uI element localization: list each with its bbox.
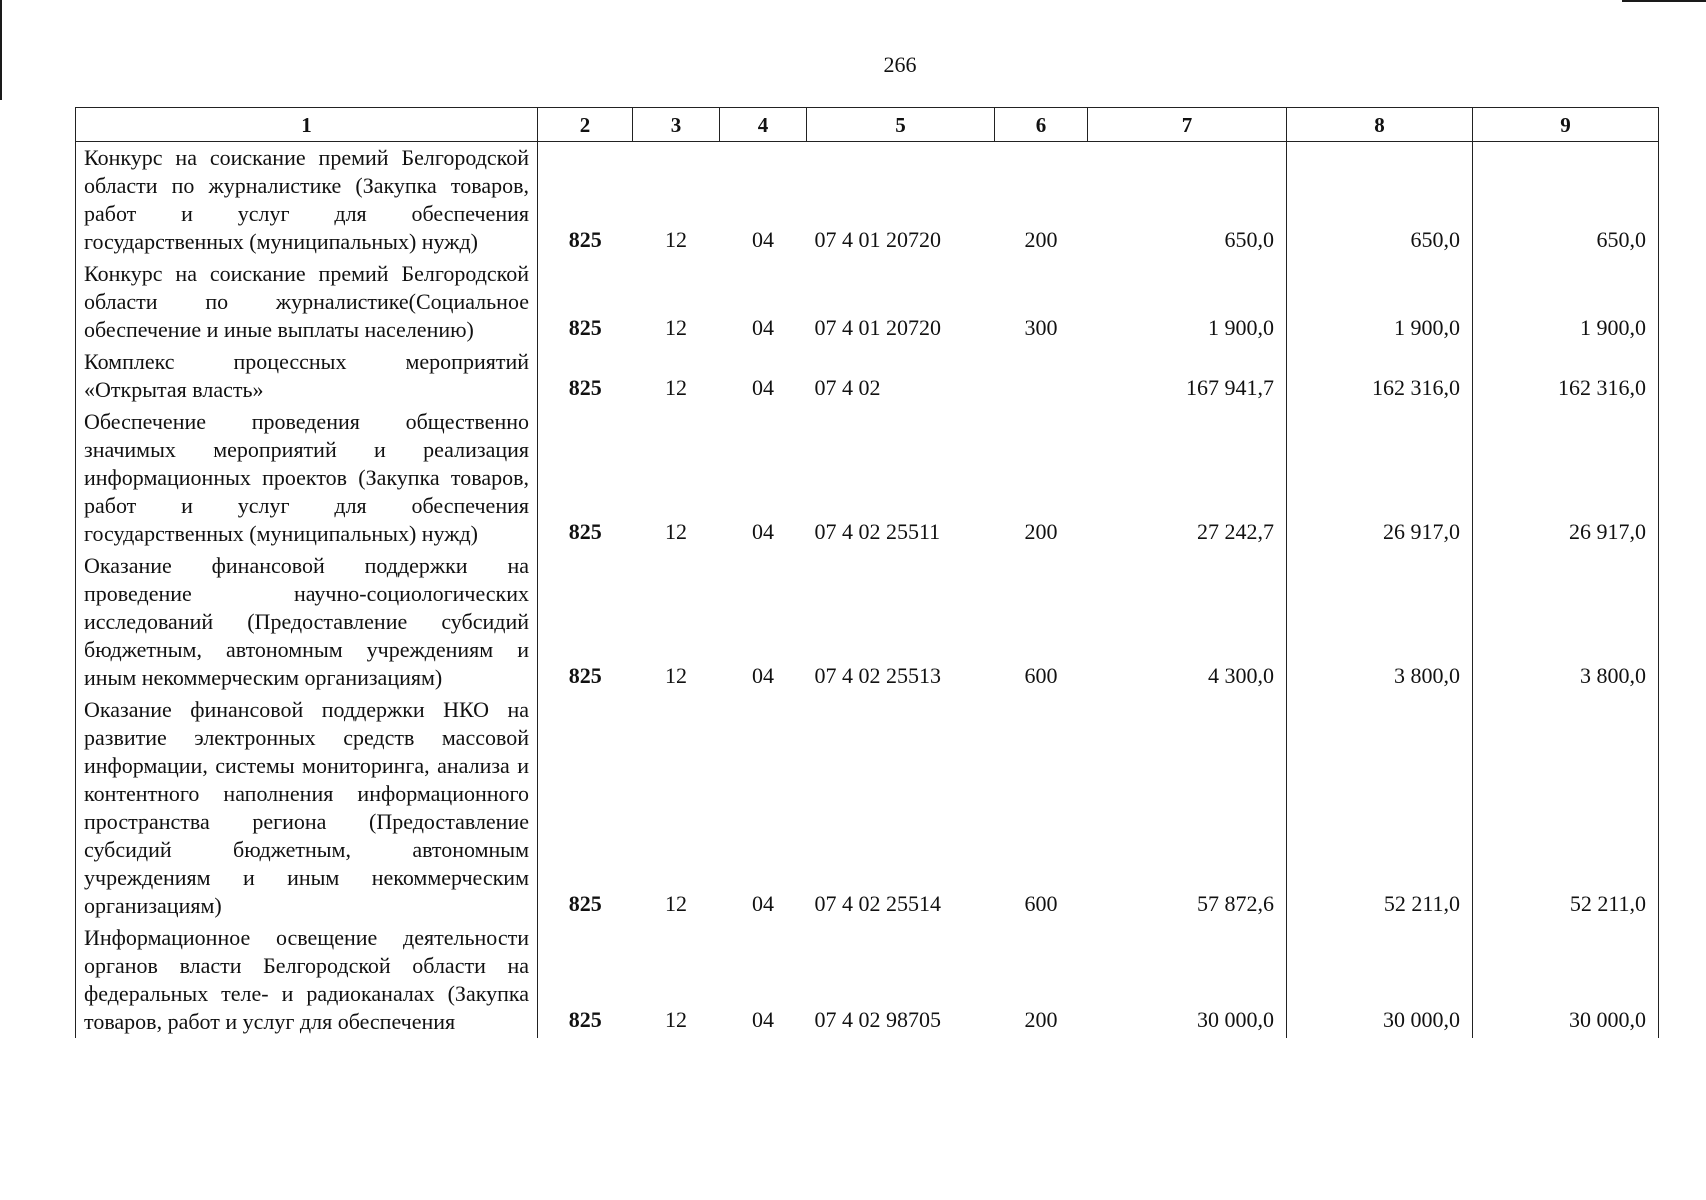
row-target-article: 07 4 02 25511 [814,519,941,544]
table-row [76,258,1659,346]
scan-mark-top-right [1622,0,1706,2]
row-amount-2: 650,0 [1287,142,1473,259]
row-grbs: 825 [568,315,602,340]
row-expense-type: 200 [1024,227,1058,252]
row-amount-1: 4 300,0 [1088,550,1287,694]
row-subsection: 04 [752,663,774,688]
row-amount-2: 1 900,0 [1287,258,1473,346]
table-header-row [76,108,1659,142]
table-row [76,142,1659,259]
row-amount-3: 52 211,0 [1473,694,1659,922]
row-amount-2: 26 917,0 [1287,406,1473,550]
row-target-article: 07 4 02 25514 [814,891,941,916]
row-target-article: 07 4 01 20720 [814,227,941,252]
row-amount-2: 30 000,0 [1287,922,1473,1038]
row-subsection: 04 [752,1007,774,1032]
row-target-article: 07 4 02 25513 [814,663,941,688]
row-subsection: 04 [752,519,774,544]
row-expense-type: 300 [1024,315,1058,340]
row-section: 12 [665,227,687,252]
row-amount-2: 3 800,0 [1287,550,1473,694]
row-description: Оказание финансовой поддержки НКО на развитие электронных средств массовой информации, системы мониторинга, анализа и контентного наполнения информационного пространства региона (Предоставление субсидий бюджетным, автономным учреждениям и иным некоммерческим организациям) [76,694,538,922]
row-description: Информационное освещение деятельности органов власти Белгородской области на федеральных теле- и радиоканалах (Закупка товаров, работ и услуг для обеспечения [76,922,538,1038]
row-amount-3: 650,0 [1473,142,1659,259]
row-amount-1: 1 900,0 [1088,258,1287,346]
row-amount-3: 30 000,0 [1473,922,1659,1038]
row-grbs: 825 [568,227,602,252]
row-description: Обеспечение проведения общественно значимых мероприятий и реализация информационных проектов (Закупка товаров, работ и услуг для обеспечения государственных (муниципальных) нужд) [76,406,538,550]
row-target-article: 07 4 01 20720 [814,315,941,340]
column-header: 1 [76,108,538,142]
table-row [76,550,1659,694]
row-grbs: 825 [568,519,602,544]
row-section: 12 [665,375,687,400]
column-header: 4 [720,108,807,142]
table-row [76,694,1659,922]
row-target-article: 07 4 02 98705 [814,1007,941,1032]
column-header: 5 [807,108,995,142]
row-grbs: 825 [568,375,602,400]
row-expense-type: 200 [1024,1007,1058,1032]
row-amount-1: 167 941,7 [1088,346,1287,406]
column-header: 7 [1088,108,1287,142]
row-section: 12 [665,1007,687,1032]
row-section: 12 [665,891,687,916]
row-expense-type: 600 [1024,891,1058,916]
row-target-article: 07 4 02 [814,375,881,400]
table-row [76,406,1659,550]
row-subsection: 04 [752,227,774,252]
table-row [76,346,1659,406]
table-row [76,922,1659,1038]
row-section: 12 [665,663,687,688]
row-expense-type: 600 [1024,663,1058,688]
row-subsection: 04 [752,375,774,400]
row-grbs: 825 [568,1007,602,1032]
row-subsection: 04 [752,315,774,340]
page-number: 266 [883,52,917,77]
column-header: 3 [633,108,720,142]
row-amount-3: 3 800,0 [1473,550,1659,694]
row-amount-1: 650,0 [1088,142,1287,259]
row-expense-type: 200 [1024,519,1058,544]
budget-table [75,107,1659,1038]
column-header: 2 [538,108,633,142]
row-description: Оказание финансовой поддержки на проведение научно-социологических исследований (Предоставление субсидий бюджетным, автономным учреждениям и иным некоммерческим организациям) [76,550,538,694]
row-expense-type [995,346,1088,406]
row-amount-3: 1 900,0 [1473,258,1659,346]
row-amount-2: 52 211,0 [1287,694,1473,922]
row-amount-1: 57 872,6 [1088,694,1287,922]
row-amount-1: 30 000,0 [1088,922,1287,1038]
row-grbs: 825 [568,891,602,916]
row-amount-3: 162 316,0 [1473,346,1659,406]
row-section: 12 [665,519,687,544]
column-header: 9 [1473,108,1659,142]
scan-mark-left [0,0,2,100]
row-amount-3: 26 917,0 [1473,406,1659,550]
row-description: Комплекс процессных мероприятий «Открытая власть» [76,346,538,406]
column-header: 8 [1287,108,1473,142]
row-section: 12 [665,315,687,340]
row-amount-2: 162 316,0 [1287,346,1473,406]
column-header: 6 [995,108,1088,142]
row-description: Конкурс на соискание премий Белгородской области по журналистике (Закупка товаров, работ и услуг для обеспечения государственных (муниципальных) нужд) [76,142,538,259]
row-subsection: 04 [752,891,774,916]
row-description: Конкурс на соискание премий Белгородской области по журналистике(Социальное обеспечение и иные выплаты населению) [76,258,538,346]
row-amount-1: 27 242,7 [1088,406,1287,550]
row-grbs: 825 [568,663,602,688]
